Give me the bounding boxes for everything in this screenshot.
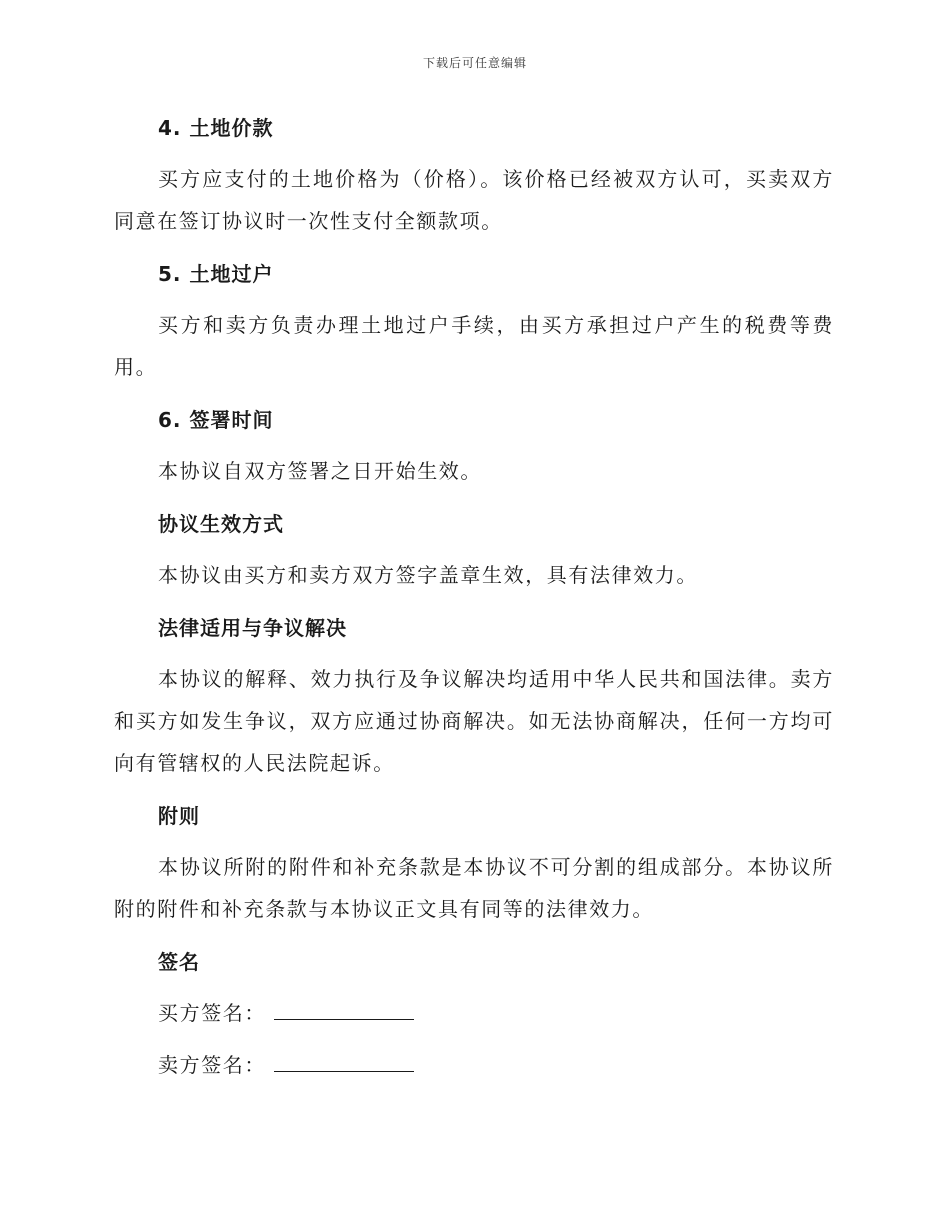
- page-header-note: 下载后可任意编辑: [422, 56, 527, 70]
- section-heading-signature: 签名: [158, 950, 200, 974]
- section-heading-effect: 协议生效方式: [158, 512, 284, 536]
- section-text-appendix: 本协议所附的附件和补充条款是本协议不可分割的组成部分。本协议所附的附件和补充条款与本协议正文具有同等的法律效力。: [114, 855, 834, 921]
- section-text-signing-time: 本协议自双方签署之日开始生效。: [158, 459, 482, 483]
- section-text-effect: 本协议由买方和卖方双方签字盖章生效，具有法律效力。: [158, 563, 698, 587]
- seller-signature-line: [158, 1044, 834, 1086]
- buyer-signature-line: [158, 992, 834, 1034]
- section-heading-land-price: 4. 土地价款: [158, 116, 274, 140]
- document-body: [114, 110, 834, 1096]
- seller-signature-label: 卖方签名：: [158, 1053, 266, 1077]
- section-text-land-transfer: 买方和卖方负责办理土地过户手续，由买方承担过户产生的税费等费用。: [114, 313, 834, 379]
- buyer-signature-label: 买方签名：: [158, 1001, 266, 1025]
- buyer-signature-blank[interactable]: [274, 997, 414, 1020]
- section-heading-law: 法律适用与争议解决: [158, 616, 347, 640]
- seller-signature-blank[interactable]: [274, 1049, 414, 1072]
- section-text-land-price: 买方应支付的土地价格为（价格）。该价格已经被双方认可，买卖双方同意在签订协议时一次性支付全额款项。: [114, 167, 834, 233]
- section-heading-signing-time: 6. 签署时间: [158, 408, 274, 432]
- section-heading-land-transfer: 5. 土地过户: [158, 262, 274, 286]
- section-text-law: 本协议的解释、效力执行及争议解决均适用中华人民共和国法律。卖方和买方如发生争议，双方应通过协商解决。如无法协商解决，任何一方均可向有管辖权的人民法院起诉。: [114, 667, 834, 775]
- section-heading-appendix: 附则: [158, 804, 200, 828]
